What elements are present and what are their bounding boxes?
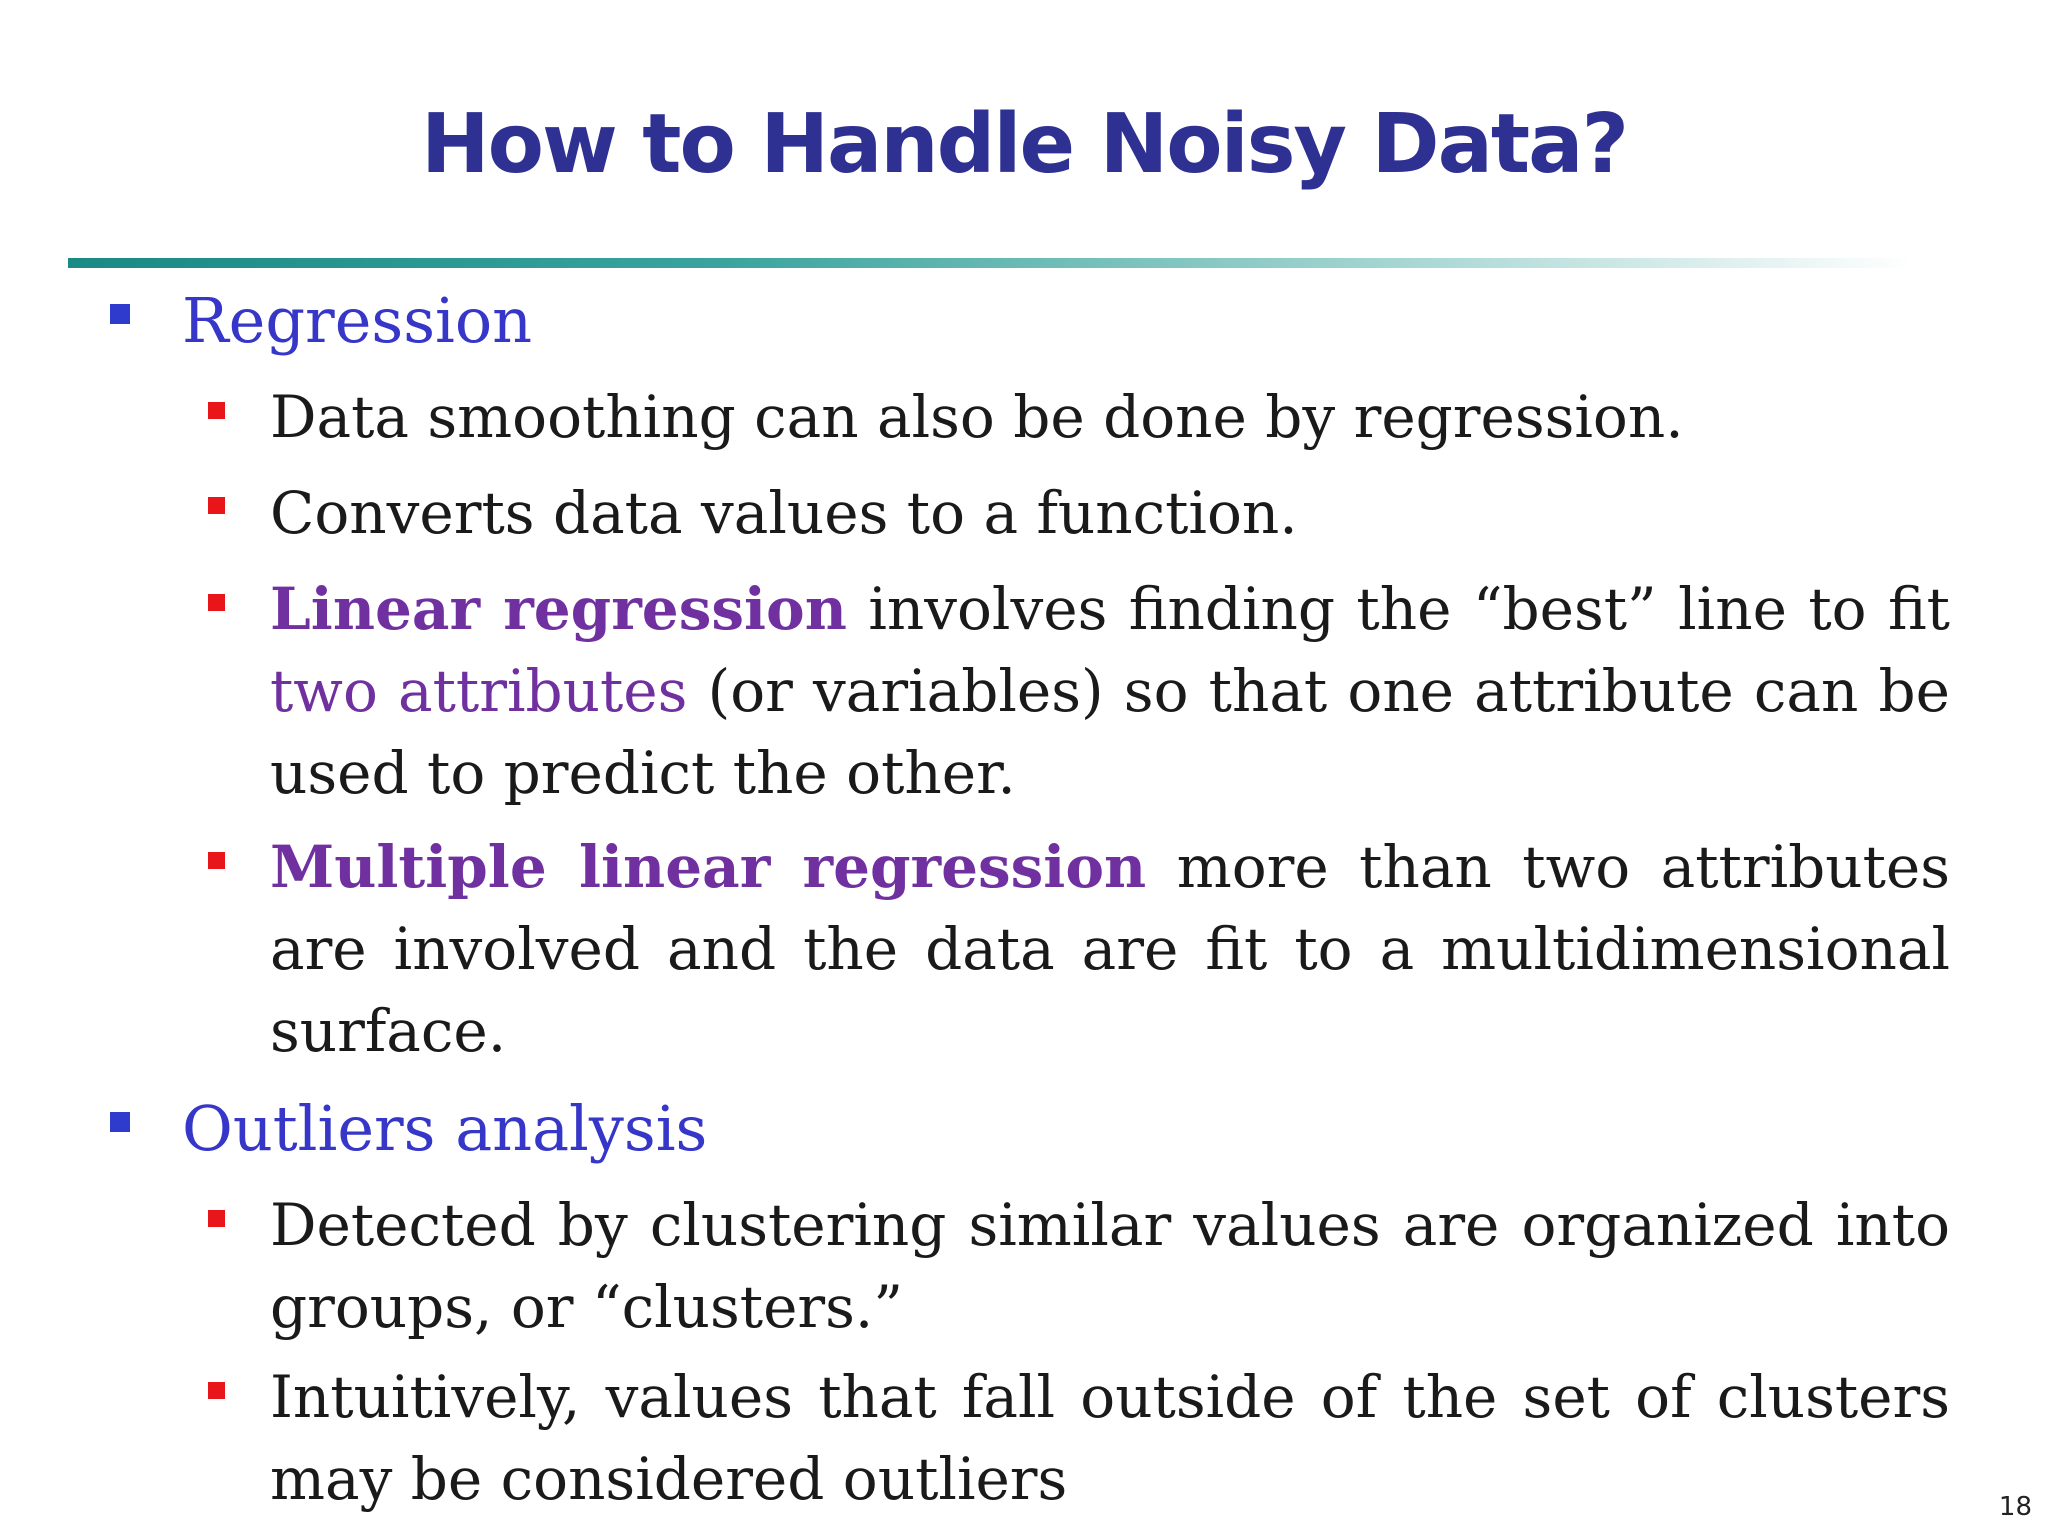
list-item: Converts data values to a function. <box>270 479 1298 547</box>
term-multiple-linear-regression: Multiple linear regression <box>270 833 1147 901</box>
list-item: Data smoothing can also be done by regression. <box>270 383 1684 451</box>
title-divider <box>68 258 1914 268</box>
item-text: involves finding the “best” line to fit <box>846 575 1950 643</box>
bullet-square-icon <box>208 1382 225 1399</box>
term-linear-regression: Linear regression <box>270 575 847 643</box>
item-text: more than two attributes are involved and the data are fit to a multidimensional surface. <box>270 833 1950 1065</box>
page-number: 18 <box>1998 1492 2032 1522</box>
list-item <box>270 568 1950 814</box>
section-heading-regression: Regression <box>182 284 533 357</box>
list-item: Detected by clustering similar values are organized into groups, or “clusters.” <box>270 1191 1950 1341</box>
bullet-square-icon <box>208 852 225 869</box>
emphasis-two-attributes: two attributes <box>270 657 688 725</box>
section-heading-outliers: Outliers analysis <box>182 1092 708 1165</box>
list-item: Intuitively, values that fall outside of the set of clusters may be considered outliers <box>270 1363 1950 1513</box>
slide-title: How to Handle Noisy Data? <box>420 97 1628 192</box>
bullet-square-icon <box>208 594 225 611</box>
bullet-square-icon <box>208 402 225 419</box>
item-text: (or variables) so that one attribute can be used to predict the other. <box>270 657 1950 807</box>
bullet-square-icon <box>208 1210 225 1227</box>
bullet-square-icon <box>208 497 225 514</box>
bullet-square-icon <box>110 304 130 324</box>
list-item <box>270 826 1950 1072</box>
bullet-square-icon <box>110 1112 130 1132</box>
